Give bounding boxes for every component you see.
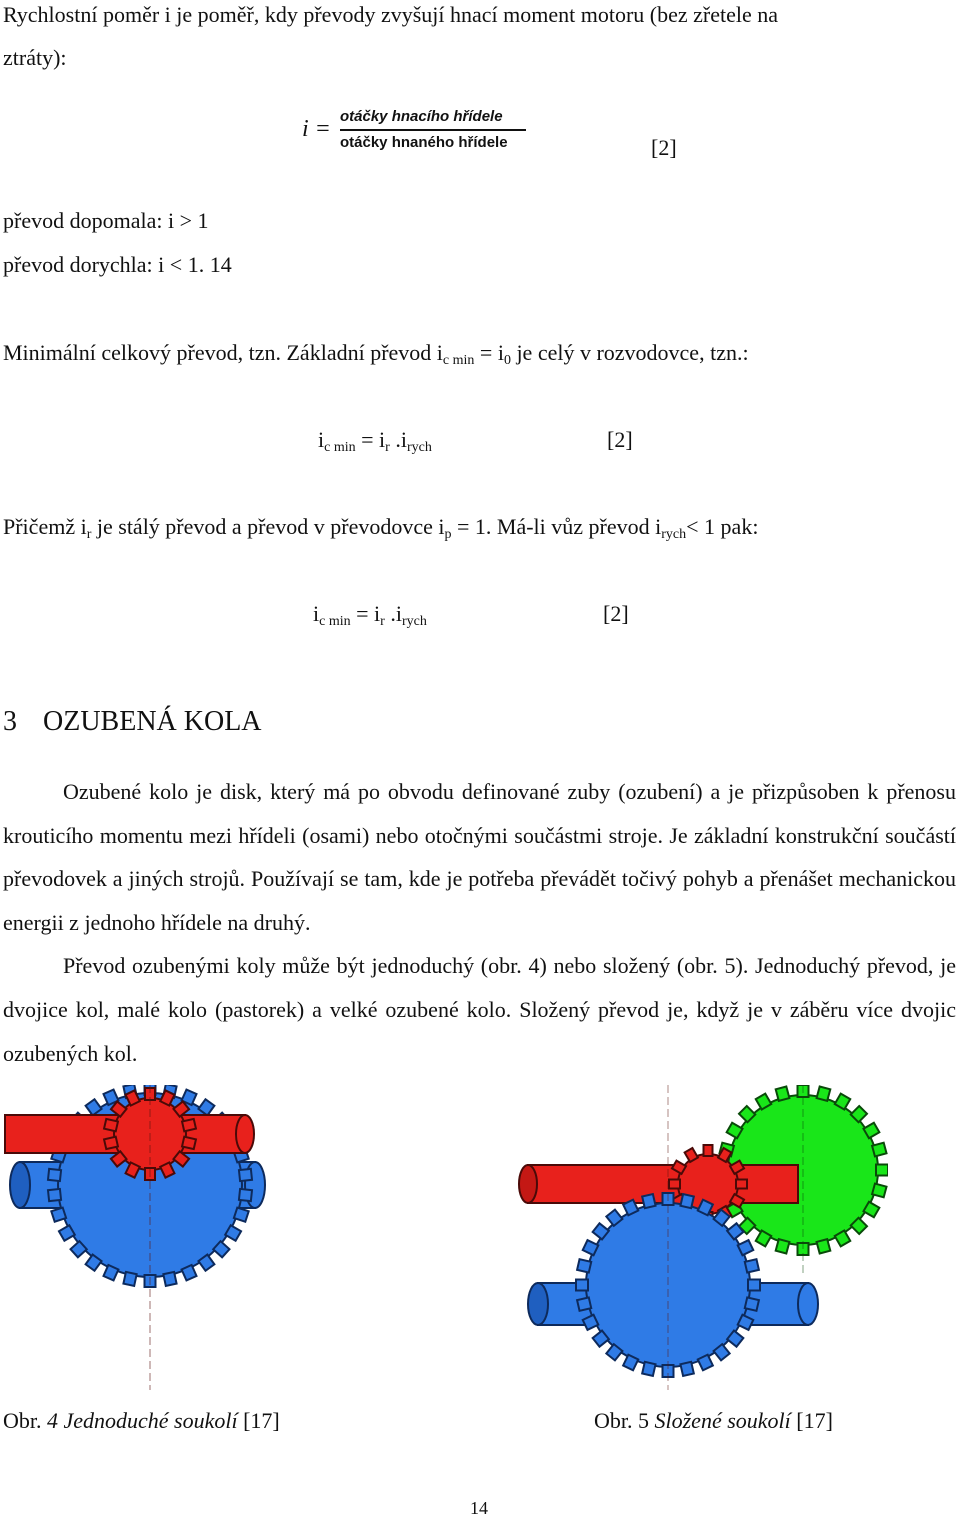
fraction-bar bbox=[340, 129, 526, 131]
intro-line-1: Rychlostní poměr i je poměř, kdy převody zvyšují hnací moment motoru (bez zřetele na bbox=[3, 2, 779, 27]
section-title: OZUBENÁ KOLA bbox=[43, 706, 262, 737]
gear-tooth bbox=[817, 1086, 831, 1100]
body-paragraph-1: Ozubené kolo je disk, který má po obvodu definované zuby (ozubení) a je přizpůsoben k přenosu krouticího momentu mezi hřídeli (osami) nebo otočnými součástmi stroje. Je základní konstrukční součástí převodovek a jiných strojů. Používají se tam, kde je potřeba převádět točivý pohyb a přenášet mechanickou energii z jednoho hřídele na druhý. bbox=[3, 779, 956, 935]
page-number: 14 bbox=[470, 1498, 488, 1518]
fast-ratio: převod dorychla: i < 1. 14 bbox=[3, 252, 232, 277]
intro-line-2: ztráty): bbox=[3, 45, 67, 70]
minimal-ratio-text: Minimální celkový převod, tzn. Základní převod $i_{c min} = i_0$ je celý v rozvodovce, tzn.: bbox=[3, 340, 749, 368]
body-text bbox=[3, 770, 956, 1075]
gear-tooth bbox=[736, 1180, 747, 1189]
gear-tooth bbox=[872, 1143, 886, 1157]
whereas-text: Přičemž $i_r$ je stálý převod a převod v převodovce $i_p = 1$. Má-li vůz převod $i_{rych}< 1$ pak: bbox=[3, 514, 759, 542]
gear-tooth bbox=[577, 1259, 591, 1272]
section-heading bbox=[3, 706, 262, 738]
gear-tooth bbox=[104, 1119, 118, 1131]
gear-tooth bbox=[876, 1165, 888, 1176]
gear-tooth bbox=[239, 1189, 252, 1201]
gear-tooth bbox=[776, 1239, 790, 1253]
gear-tooth bbox=[239, 1169, 252, 1181]
gear-tooth bbox=[577, 1297, 591, 1310]
gear-tooth bbox=[680, 1194, 693, 1208]
gear-tooth bbox=[51, 1208, 66, 1222]
gear-tooth bbox=[182, 1119, 196, 1131]
gear-tooth bbox=[642, 1362, 655, 1376]
gear-tooth bbox=[48, 1189, 61, 1201]
formula-ref: [2] bbox=[651, 135, 677, 160]
formula-lhs: i = bbox=[302, 116, 331, 142]
gear-tooth bbox=[745, 1259, 759, 1272]
figure-4-caption: Obr. 4 Jednoduché soukolí [17] bbox=[3, 1408, 280, 1433]
gear-tooth bbox=[680, 1362, 693, 1376]
slow-ratio: převod dopomala: i > 1 bbox=[3, 208, 209, 233]
equation-1: $i_{c min} = i_r$ $.i_{rych}$ bbox=[318, 427, 432, 455]
red-shaft bbox=[519, 1165, 798, 1203]
gear-tooth bbox=[748, 1280, 760, 1291]
figure-compound-gear-train bbox=[518, 1085, 888, 1390]
body-paragraph-2: Převod ozubenými koly může být jednoduchý (obr. 4) nebo složený (obr. 5). Jednoduchý převod, je dvojice kol, malé kolo (pastorek) a velké ozubené kolo. Složený převod je, když je v záběru více dvojic ozubených kol. bbox=[3, 953, 956, 1066]
formula-numerator: otáčky hnacího hřídele bbox=[340, 108, 503, 125]
gear-tooth bbox=[669, 1180, 680, 1189]
gear-tooth bbox=[745, 1297, 759, 1310]
gear-tooth bbox=[704, 1145, 713, 1156]
gear-tooth bbox=[642, 1194, 655, 1208]
figure-simple-gear-train bbox=[0, 1085, 300, 1390]
gear-tooth bbox=[872, 1184, 886, 1198]
section-number: 3 bbox=[3, 706, 17, 737]
gear-tooth bbox=[234, 1208, 249, 1222]
gear-tooth bbox=[817, 1239, 831, 1253]
gear-tooth bbox=[576, 1280, 588, 1291]
gear-tooth bbox=[48, 1169, 61, 1181]
equation-2-ref: [2] bbox=[603, 601, 629, 626]
formula-denominator: otáčky hnaného hřídele bbox=[340, 134, 508, 151]
equation-1-ref: [2] bbox=[607, 427, 633, 452]
gear-tooth bbox=[104, 1137, 118, 1149]
equation-2: $i_{c min} = i_r$ $.i_{rych}$ bbox=[313, 601, 427, 629]
figure-5-caption: Obr. 5 Složené soukolí [17] bbox=[594, 1408, 833, 1433]
gear-tooth bbox=[776, 1086, 790, 1100]
gear-tooth bbox=[163, 1272, 176, 1286]
gear-tooth bbox=[123, 1272, 136, 1286]
gear-tooth bbox=[182, 1137, 196, 1149]
ratio-formula bbox=[300, 104, 540, 160]
